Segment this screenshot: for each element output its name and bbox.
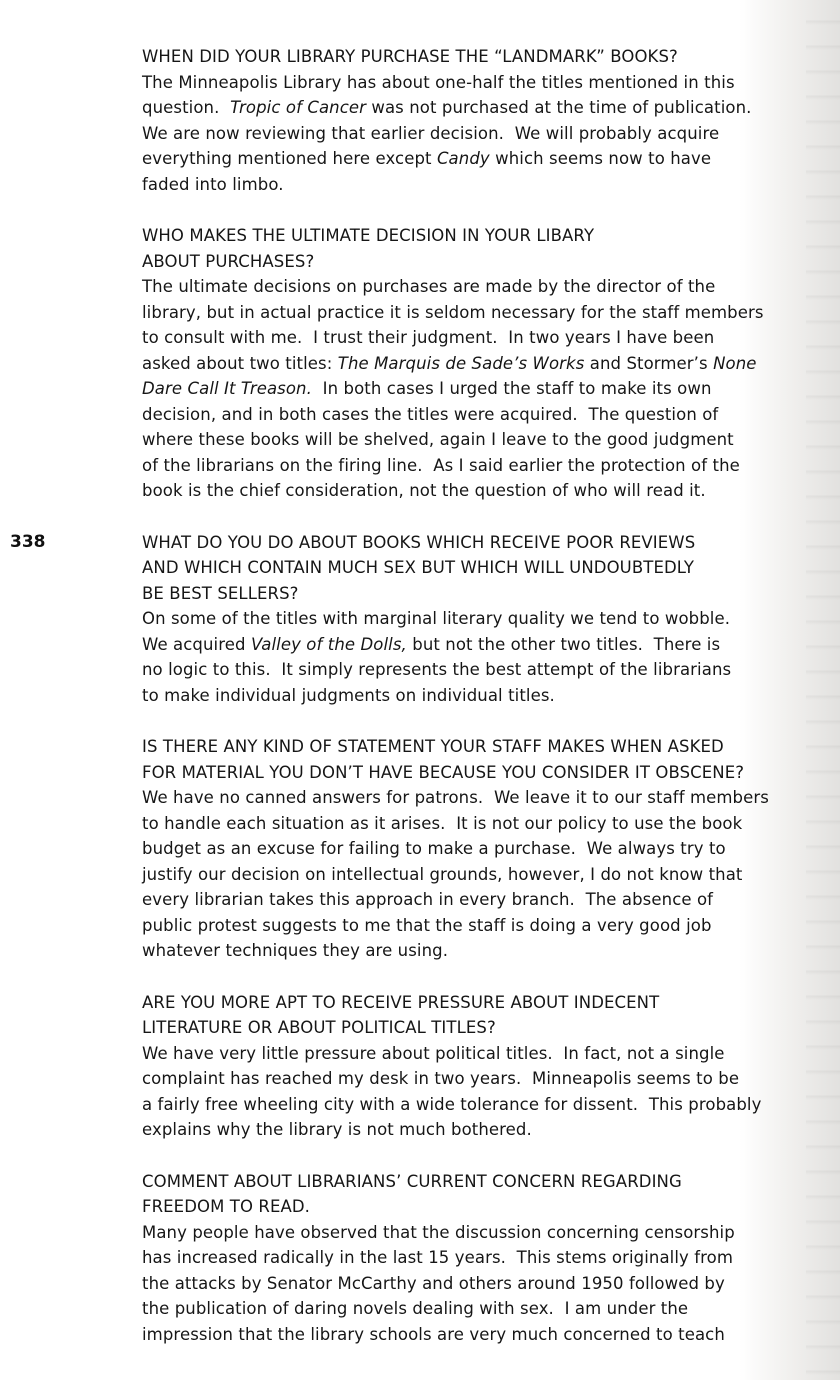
book-title-italic: Dare Call It Treason. xyxy=(142,379,312,398)
question-line: IS THERE ANY KIND OF STATEMENT YOUR STAFF MAKES WHEN ASKED xyxy=(142,737,724,756)
answer-line xyxy=(142,95,822,121)
question-line: LITERATURE OR ABOUT POLITICAL TITLES? xyxy=(142,1018,496,1037)
page-body xyxy=(142,44,822,1347)
book-title-italic: Candy xyxy=(436,149,490,168)
book-title-italic: Valley of the Dolls, xyxy=(250,634,407,654)
answer-text-run: asked about two titles: xyxy=(142,353,338,373)
answer-text-run: On some of the titles with marginal literary quality we tend to wobble. xyxy=(142,609,731,628)
answer-text-run: book is the chief consideration, not the question of who will read it. xyxy=(142,481,706,500)
question-line: WHAT DO YOU DO ABOUT BOOKS WHICH RECEIVE POOR REVIEWS xyxy=(142,532,696,552)
answer-line xyxy=(142,1271,822,1297)
answer-text-run: but not the other two titles. There is xyxy=(406,634,721,654)
answer-line xyxy=(142,1117,822,1143)
book-title-italic: Tropic of Cancer xyxy=(230,98,367,117)
answer-line xyxy=(142,70,822,96)
answer-text-run: to consult with me. I trust their judgment. In two years I have been xyxy=(142,328,715,347)
answer-line xyxy=(142,657,822,683)
answer-line xyxy=(142,453,822,479)
answer-text-run: whatever techniques they are using. xyxy=(142,941,449,960)
answer-text-run: and Stormer’s xyxy=(584,353,714,373)
answer-line xyxy=(142,887,822,913)
answer-line xyxy=(142,1220,822,1246)
answer-line xyxy=(142,1322,822,1348)
answer-text-run: decision, and in both cases the titles were acquired. The question of xyxy=(142,404,719,424)
question-line: AND WHICH CONTAIN MUCH SEX BUT WHICH WILL UNDOUBTEDLY xyxy=(142,558,695,577)
question-line: ARE YOU MORE APT TO RECEIVE PRESSURE ABOUT INDECENT xyxy=(142,992,660,1012)
answer-text-run: question. xyxy=(142,98,231,117)
qa-section xyxy=(142,990,822,1143)
answer-text-run: has increased radically in the last 15 years. This stems originally from xyxy=(142,1248,734,1267)
question-line: FOR MATERIAL YOU DON’T HAVE BECAUSE YOU CONSIDER IT OBSCENE? xyxy=(142,762,745,782)
answer-text-run: faded into limbo. xyxy=(142,174,284,194)
answer-text xyxy=(142,606,822,708)
answer-line xyxy=(142,427,822,453)
answer-text-run: to handle each situation as it arises. It is not our policy to use the book xyxy=(142,813,743,833)
answer-text xyxy=(142,70,822,198)
answer-line xyxy=(142,938,822,964)
answer-line xyxy=(142,811,822,837)
answer-text-run: the attacks by Senator McCarthy and others around 1950 followed by xyxy=(142,1273,725,1293)
answer-line xyxy=(142,836,822,862)
answer-line xyxy=(142,683,822,709)
answer-line xyxy=(142,478,822,504)
qa-section xyxy=(142,1169,822,1348)
qa-section xyxy=(142,44,822,197)
answer-text-run: We acquired xyxy=(142,634,251,654)
question-line: BE BEST SELLERS? xyxy=(142,583,299,603)
answer-text-run: We are now reviewing that earlier decision. We will probably acquire xyxy=(142,123,720,143)
answer-line xyxy=(142,376,822,402)
question-line: ABOUT PURCHASES? xyxy=(142,251,315,271)
question-line: WHO MAKES THE ULTIMATE DECISION IN YOUR LIBARY xyxy=(142,226,595,245)
answer-line xyxy=(142,274,822,300)
answer-text-run: was not purchased at the time of publication. xyxy=(366,98,752,117)
answer-text-run: impression that the library schools are very much concerned to teach xyxy=(142,1324,725,1344)
answer-text-run: justify our decision on intellectual grounds, however, I do not know that xyxy=(142,864,743,884)
qa-section xyxy=(142,734,822,964)
answer-text-run: where these books will be shelved, again I leave to the good judgment xyxy=(142,430,734,449)
question-heading xyxy=(142,530,822,607)
question-line: FREEDOM TO READ. xyxy=(142,1197,311,1216)
qa-section xyxy=(142,223,822,504)
answer-text-run: to make individual judgments on individual titles. xyxy=(142,685,555,705)
answer-text-run: complaint has reached my desk in two years. Minneapolis seems to be xyxy=(142,1069,740,1088)
answer-text-run: no logic to this. It simply represents the best attempt of the librarians xyxy=(142,660,732,679)
answer-text-run: We have very little pressure about political titles. In fact, not a single xyxy=(142,1043,725,1063)
answer-text xyxy=(142,1220,822,1348)
answer-line xyxy=(142,172,822,198)
answer-line xyxy=(142,1041,822,1067)
answer-line xyxy=(142,632,822,658)
question-line: COMMENT ABOUT LIBRARIANS’ CURRENT CONCERN REGARDING xyxy=(142,1171,682,1191)
answer-text xyxy=(142,274,822,504)
page-number: 338 xyxy=(10,532,46,552)
answer-text-run: In both cases I urged the staff to make its own xyxy=(311,379,712,398)
answer-text xyxy=(142,1041,822,1143)
answer-line xyxy=(142,1245,822,1271)
answer-text-run: which seems now to have xyxy=(489,149,712,168)
answer-line xyxy=(142,325,822,351)
answer-line xyxy=(142,121,822,147)
answer-line xyxy=(142,351,822,377)
answer-line xyxy=(142,785,822,811)
answer-line xyxy=(142,1092,822,1118)
question-heading xyxy=(142,990,822,1041)
answer-line xyxy=(142,146,822,172)
answer-line xyxy=(142,913,822,939)
answer-line xyxy=(142,862,822,888)
qa-section xyxy=(142,530,822,709)
answer-text-run: of the librarians on the firing line. As I said earlier the protection of the xyxy=(142,455,740,475)
answer-line xyxy=(142,1296,822,1322)
answer-text-run: budget as an excuse for failing to make a purchase. We always try to xyxy=(142,839,726,858)
answer-text-run: explains why the library is not much bothered. xyxy=(142,1120,532,1139)
answer-line xyxy=(142,402,822,428)
answer-text-run: the publication of daring novels dealing with sex. I am under the xyxy=(142,1299,689,1318)
question-line: WHEN DID YOUR LIBRARY PURCHASE THE “LANDMARK” BOOKS? xyxy=(142,47,678,66)
answer-text-run: public protest suggests to me that the staff is doing a very good job xyxy=(142,915,712,935)
question-heading xyxy=(142,1169,822,1220)
answer-text-run: everything mentioned here except xyxy=(142,149,437,168)
book-title-italic: None xyxy=(713,353,757,373)
answer-line xyxy=(142,300,822,326)
answer-text-run: The Minneapolis Library has about one-half the titles mentioned in this xyxy=(142,72,735,92)
answer-text-run: The ultimate decisions on purchases are made by the director of the xyxy=(142,277,716,296)
answer-text-run: library, but in actual practice it is seldom necessary for the staff members xyxy=(142,302,764,322)
answer-line xyxy=(142,606,822,632)
question-heading xyxy=(142,223,822,274)
answer-text-run: every librarian takes this approach in every branch. The absence of xyxy=(142,890,714,909)
answer-text xyxy=(142,785,822,964)
question-heading xyxy=(142,734,822,785)
answer-text-run: Many people have observed that the discussion concerning censorship xyxy=(142,1222,735,1242)
answer-text-run: a fairly free wheeling city with a wide tolerance for dissent. This probably xyxy=(142,1094,762,1114)
answer-text-run: We have no canned answers for patrons. We leave it to our staff members xyxy=(142,788,769,807)
book-title-italic: The Marquis de Sade’s Works xyxy=(337,353,585,373)
answer-line xyxy=(142,1066,822,1092)
question-heading xyxy=(142,44,822,70)
